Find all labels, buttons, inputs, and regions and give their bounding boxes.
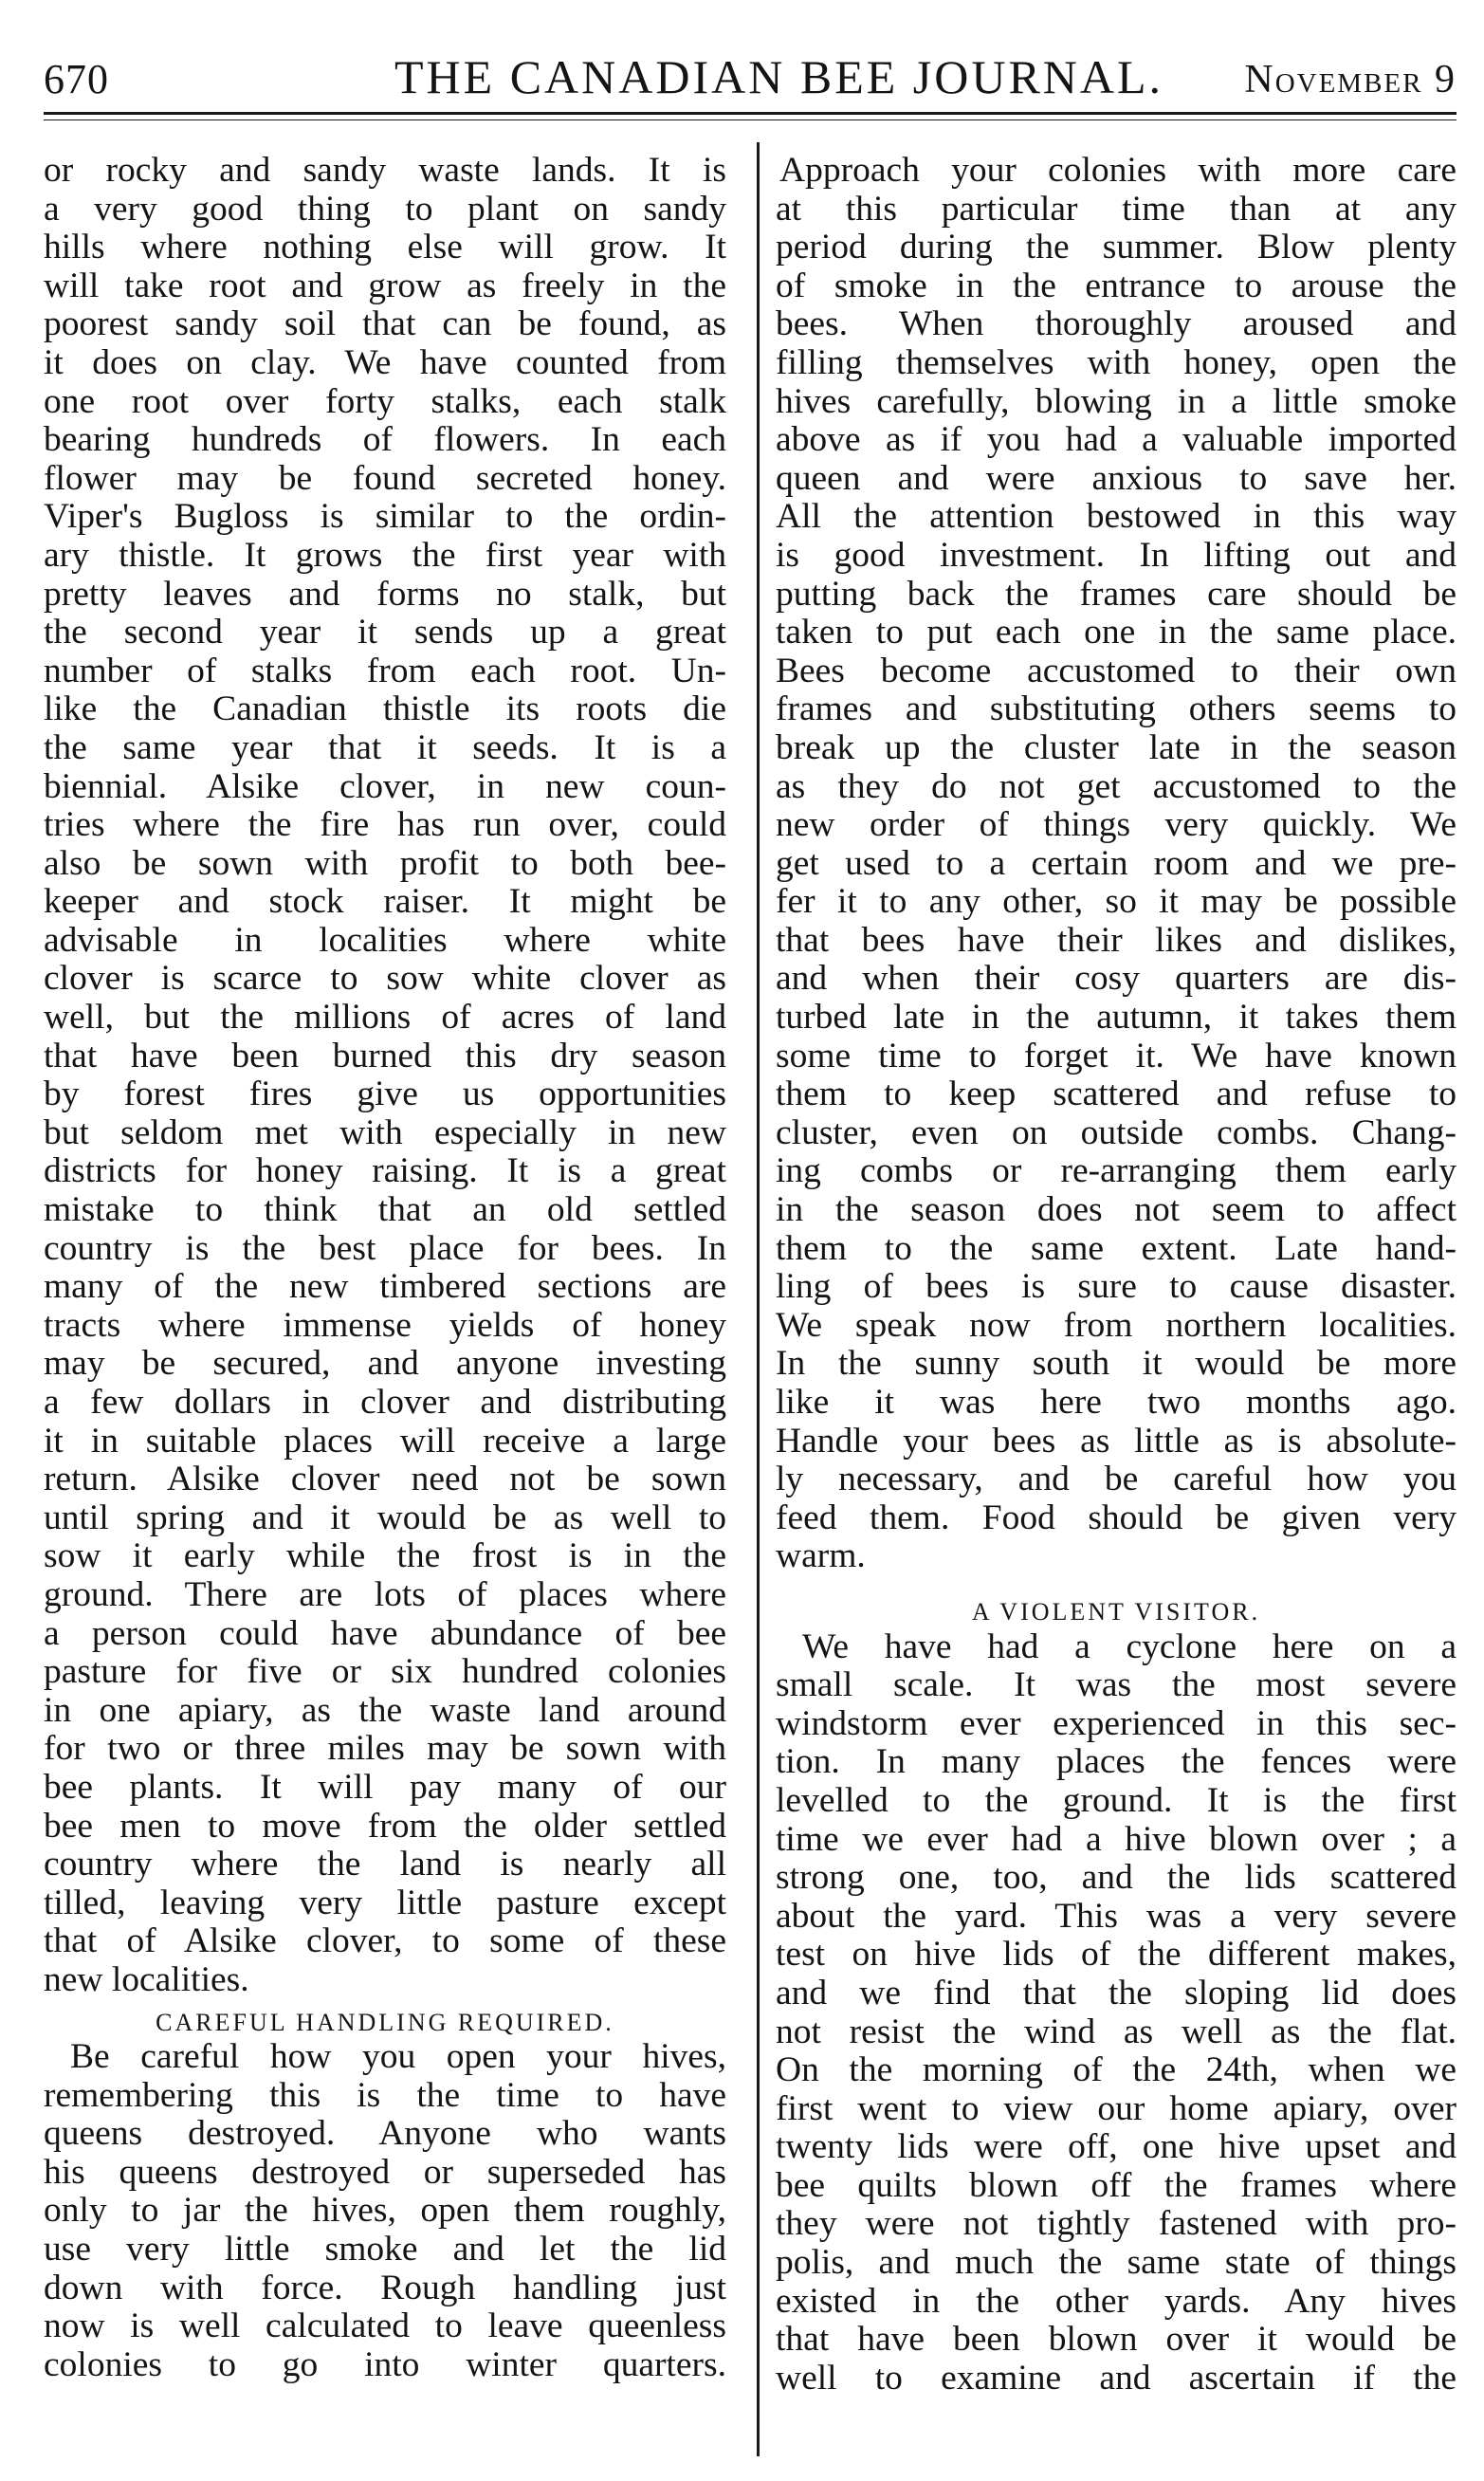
text-line: mistake to think that an old settled [44,1190,726,1230]
text-line: also be sown with profit to both bee- [44,843,726,883]
text-line: Be careful how you open your hives, [70,2037,726,2077]
text-line: bee quilts blown off the frames where [776,2165,1457,2205]
text-line: break up the cluster late in the season [776,727,1457,767]
text-line: well, but the millions of acres of land [44,998,726,1038]
text-line: or rocky and sandy waste lands. It is [44,151,726,190]
text-line: and we find that the sloping lid does [776,1973,1457,2012]
text-line: it does on clay. We have counted from [44,342,726,382]
text-line: return. Alsike clover need not be sown [44,1460,726,1499]
section-heading-careful-handling: CAREFUL HANDLING REQUIRED. [156,2008,614,2036]
text-line: them to keep scattered and refuse to [776,1075,1457,1114]
text-line: them to the same extent. Late hand- [776,1228,1457,1268]
text-line: cluster, even on outside combs. Chang- [776,1112,1457,1152]
running-head [44,49,1457,106]
text-line: time we ever had a hive blown over ; a [776,1819,1457,1859]
text-line: like it was here two months ago. [776,1383,1457,1422]
text-line: poorest sandy soil that can be found, as [44,304,726,344]
text-line: bees. When thoroughly aroused and [776,304,1457,344]
text-line: his queens destroyed or superseded has [44,2152,726,2192]
text-line: for two or three miles may be sown with [44,1729,726,1769]
text-line: putting back the frames care should be [776,574,1457,614]
text-line: colonies to go into winter quarters. [44,2344,726,2384]
text-line: get used to a certain room and we pre- [776,843,1457,883]
text-line: levelled to the ground. It is the first [776,1780,1457,1820]
text-line: a few dollars in clover and distributing [44,1383,726,1422]
text-line: as they do not get accustomed to the [776,766,1457,806]
text-line: of smoke in the entrance to arouse the [776,266,1457,305]
text-line: We have had a cyclone here on a [802,1626,1457,1666]
text-line: country where the land is nearly all [44,1845,726,1884]
text-line: clover is scarce to sow white clover as [44,959,726,999]
text-line: that have been blown over it would be [776,2320,1457,2360]
text-line: tries where the fire has run over, could [44,805,726,845]
text-line: tion. In many places the fences were [776,1742,1457,1782]
text-line: period during the summer. Blow plenty [776,228,1457,267]
text-line: hills where nothing else will grow. It [44,228,726,267]
text-line: ling of bees is sure to cause disaster. [776,1267,1457,1307]
text-line: polis, and much the same state of things [776,2243,1457,2283]
text-line: tracts where immense yields of honey [44,1305,726,1345]
text-line: hives carefully, blowing in a little smoke [776,381,1457,421]
text-line: queen and were anxious to save her. [776,458,1457,498]
text-line: by forest fires give us opportunities [44,1075,726,1114]
text-line: that of Alsike clover, to some of these [44,1921,726,1961]
text-line: strong one, too, and the lids scattered [776,1858,1457,1898]
header-rule [44,112,1457,115]
text-line: only to jar the hives, open them roughly, [44,2191,726,2231]
text-line: the second year it sends up a great [44,613,726,652]
text-line: the same year that it seeds. It is a [44,727,726,767]
text-line: bearing hundreds of flowers. In each [44,420,726,460]
text-line: at this particular time than at any [776,189,1457,229]
text-line: small scale. It was the most severe [776,1665,1457,1705]
text-line: that bees have their likes and dislikes, [776,920,1457,960]
text-line: like the Canadian thistle its roots die [44,689,726,729]
text-line: queens destroyed. Anyone who wants [44,2114,726,2154]
text-line: above as if you had a valuable imported [776,420,1457,460]
journal-title: THE CANADIAN BEE JOURNAL. [394,50,1164,103]
text-line: it in suitable places will receive a large [44,1421,726,1461]
text-line: they were not tightly fastened with pro- [776,2204,1457,2244]
text-line: pretty leaves and forms no stalk, but [44,574,726,614]
text-line: new localities. [44,1959,249,1999]
text-line: now is well calculated to leave queenless [44,2306,726,2346]
text-line: existed in the other yards. Any hives [776,2281,1457,2321]
text-line: ing combs or re-arranging them early [776,1151,1457,1191]
text-line: remembering this is the time to have [44,2075,726,2115]
text-line: use very little smoke and let the lid [44,2230,726,2270]
text-line: flower may be found secreted honey. [44,458,726,498]
text-line: biennial. Alsike clover, in new coun- [44,766,726,806]
left-paragraph-2 [44,2038,726,2384]
text-line: in one apiary, as the waste land around [44,1690,726,1730]
text-line: taken to put each one in the same place. [776,613,1457,652]
text-line: sow it early while the frost is in the [44,1536,726,1576]
text-line: warm. [776,1536,866,1576]
left-paragraph-1 [44,152,726,2000]
right-paragraph-1 [776,152,1457,1576]
text-line: turbed late in the autumn, it takes them [776,998,1457,1038]
text-line: well to examine and ascertain if the [776,2358,1457,2398]
text-line: one root over forty stalks, each stalk [44,381,726,421]
text-line: bee plants. It will pay many of our [44,1767,726,1807]
text-line: ly necessary, and be careful how you [776,1460,1457,1499]
text-line: districts for honey raising. It is a great [44,1151,726,1191]
text-line: keeper and stock raiser. It might be [44,882,726,922]
text-line: pasture for five or six hundred colonies [44,1652,726,1692]
left-column [44,152,726,2384]
text-line: new order of things very quickly. We [776,805,1457,845]
section-gap [776,1576,1457,1590]
text-line: number of stalks from each root. Un- [44,651,726,690]
text-line: may be secured, and anyone investing [44,1344,726,1384]
text-line: and when their cosy quarters are dis- [776,959,1457,999]
text-line: ary thistle. It grows the first year with [44,535,726,575]
text-line: country is the best place for bees. In [44,1228,726,1268]
text-line: Approach your colonies with more care [779,151,1457,190]
text-line: many of the new timbered sections are [44,1267,726,1307]
text-line: twenty lids were off, one hive upset and [776,2127,1457,2167]
right-paragraph-2 [776,1628,1457,2398]
text-line: Handle your bees as little as is absolute- [776,1421,1457,1461]
text-line: Bees become accustomed to their own [776,651,1457,690]
text-line: will take root and grow as freely in the [44,266,726,305]
text-line: Viper's Bugloss is similar to the ordin- [44,497,726,537]
text-line: until spring and it would be as well to [44,1498,726,1537]
text-line: some time to forget it. We have known [776,1036,1457,1075]
issue-month: November 9 [1244,58,1457,101]
text-line: in the season does not seem to affect [776,1190,1457,1230]
text-line: frames and substituting others seems to [776,689,1457,729]
text-line: not resist the wind as well as the flat. [776,2012,1457,2051]
text-line: In the sunny south it would be more [776,1344,1457,1384]
text-line: windstorm ever experienced in this sec- [776,1703,1457,1743]
text-line: but seldom met with especially in new [44,1112,726,1152]
text-line: ground. There are lots of places where [44,1574,726,1614]
text-line: fer it to any other, so it may be possible [776,882,1457,922]
text-line: On the morning of the 24th, when we [776,2050,1457,2090]
text-line: first went to view our home apiary, over [776,2088,1457,2128]
text-line: filling themselves with honey, open the [776,342,1457,382]
text-line: that have been burned this dry season [44,1036,726,1075]
text-line: a very good thing to plant on sandy [44,189,726,229]
right-column [776,152,1457,2398]
text-line: feed them. Food should be given very [776,1498,1457,1537]
text-line: tilled, leaving very little pasture except [44,1883,726,1922]
text-line: test on hive lids of the different makes, [776,1935,1457,1975]
text-line: down with force. Rough handling just [44,2268,726,2307]
header-rule-thin [44,119,1457,120]
column-divider [757,142,760,2456]
text-line: a person could have abundance of bee [44,1613,726,1653]
text-line: bee men to move from the older settled [44,1806,726,1846]
section-heading-violent-visitor: A VIOLENT VISITOR. [971,1597,1261,1626]
text-line: All the attention bestowed in this way [776,497,1457,537]
text-line: advisable in localities where white [44,920,726,960]
page-number: 670 [44,56,109,102]
text-line: about the yard. This was a very severe [776,1896,1457,1936]
text-line: We speak now from northern localities. [776,1305,1457,1345]
text-line: is good investment. In lifting out and [776,535,1457,575]
